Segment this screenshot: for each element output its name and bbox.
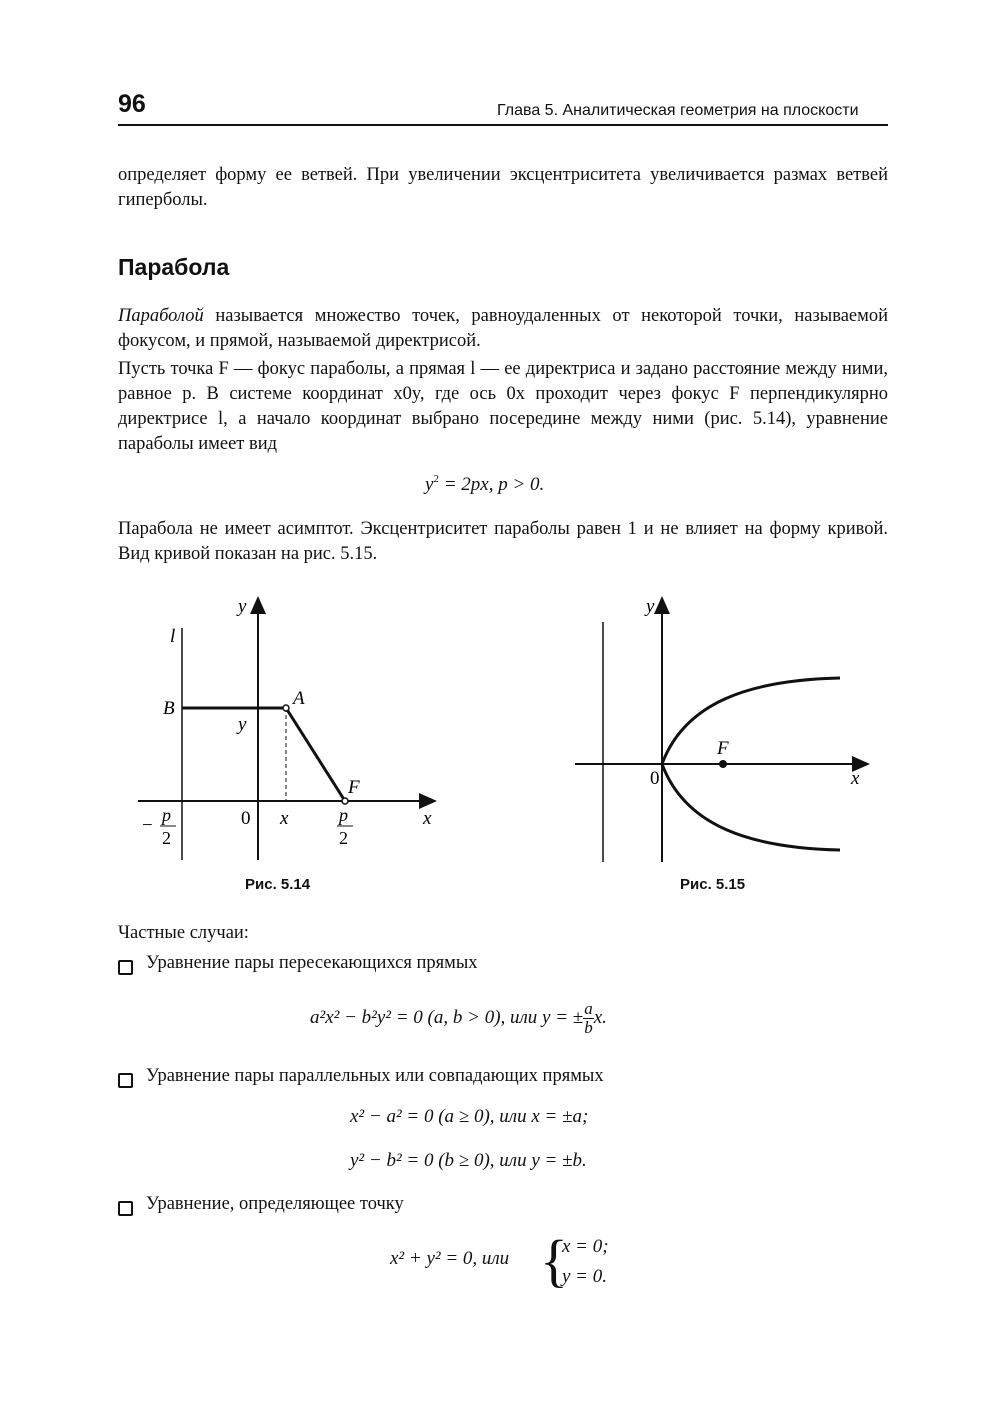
definition-term: Параболой	[118, 306, 204, 326]
neg-sign: −	[142, 815, 153, 836]
y-axis-label: y	[238, 596, 247, 617]
case-1-formula: a²x² − b²y² = 0 (a, b > 0), или y = ± $\frac{a}{b}$ x.	[310, 999, 607, 1037]
pos-p-num: p	[339, 805, 348, 825]
point-f-marker	[342, 798, 348, 804]
origin-label: 0	[650, 768, 660, 789]
point-f-label: F	[348, 777, 360, 798]
segment-af	[286, 708, 345, 801]
case-3-text: Уравнение, определяющее точку	[146, 1194, 404, 1214]
x-axis-label: x	[851, 768, 860, 789]
case-3-system-1: x = 0;	[562, 1236, 609, 1257]
pos-p-den: 2	[339, 828, 348, 848]
focus-point	[719, 760, 727, 768]
setup-paragraph: Пусть точка F — фокус параболы, а прямая l — ее директриса и задано расстояние между ними, равное p. В системе координат x0y, где ось 0x проходит через фокус F перпендикулярно директрисе l, а начало координат выбрано посередине между ними (рис. 5.14), уравнение параболы имеет вид	[118, 359, 888, 454]
figure-5-14	[120, 590, 450, 875]
bullet-icon	[118, 1073, 133, 1088]
page-number: 96	[118, 90, 146, 118]
figure-5-15	[570, 590, 880, 875]
origin-label: 0	[241, 808, 251, 829]
main-equation: $y^2 = 2px$, p > 0.	[425, 473, 545, 495]
bullet-icon	[118, 1201, 133, 1216]
header-rule	[118, 124, 888, 126]
case-2-text: Уравнение пары параллельных или совпадающих прямых	[146, 1066, 604, 1086]
bullet-icon	[118, 960, 133, 975]
figure-5-14-caption: Рис. 5.14	[245, 876, 311, 893]
neg-p-den: 2	[162, 828, 171, 848]
directrix-label: l	[170, 626, 176, 647]
ordinate-label: y	[238, 714, 247, 735]
chapter-title: Глава 5. Аналитическая геометрия на плоскости	[497, 102, 859, 119]
case-2-formula-1: x² − a² = 0 (a ≥ 0), или x = ±a;	[350, 1106, 589, 1127]
abscissa-label: x	[280, 808, 289, 829]
system-brace: {	[540, 1228, 568, 1293]
case-1-text: Уравнение пары пересекающихся прямых	[146, 953, 478, 973]
special-cases-intro: Частные случаи:	[118, 923, 249, 943]
point-a-label: A	[293, 688, 305, 709]
y-axis-label: y	[646, 596, 655, 617]
x-axis-label: x	[423, 808, 432, 829]
point-a-marker	[283, 705, 289, 711]
case-3-formula: x² + y² = 0, или	[390, 1248, 510, 1269]
focus-label: F	[717, 738, 729, 759]
case-2-formula-2: y² − b² = 0 (b ≥ 0), или y = ±b.	[350, 1150, 587, 1171]
point-b-label: B	[163, 698, 175, 719]
figure-5-15-caption: Рис. 5.15	[680, 876, 746, 893]
definition-text: называется множество точек, равноудаленных от некоторой точки, называемой фокусом, и прямой, называемой директрисой.	[118, 306, 888, 351]
neg-p-num: p	[162, 805, 171, 825]
definition-paragraph	[118, 304, 888, 354]
intro-paragraph: определяет форму ее ветвей. При увеличении эксцентриситета увеличивается размах ветвей гиперболы.	[118, 165, 888, 210]
asymptote-paragraph: Парабола не имеет асимптот. Эксцентриситет параболы равен 1 и не влияет на форму кривой. Вид кривой показан на рис. 5.15.	[118, 519, 888, 564]
case-3-system-2: y = 0.	[562, 1266, 608, 1287]
section-title: Парабола	[118, 254, 230, 280]
